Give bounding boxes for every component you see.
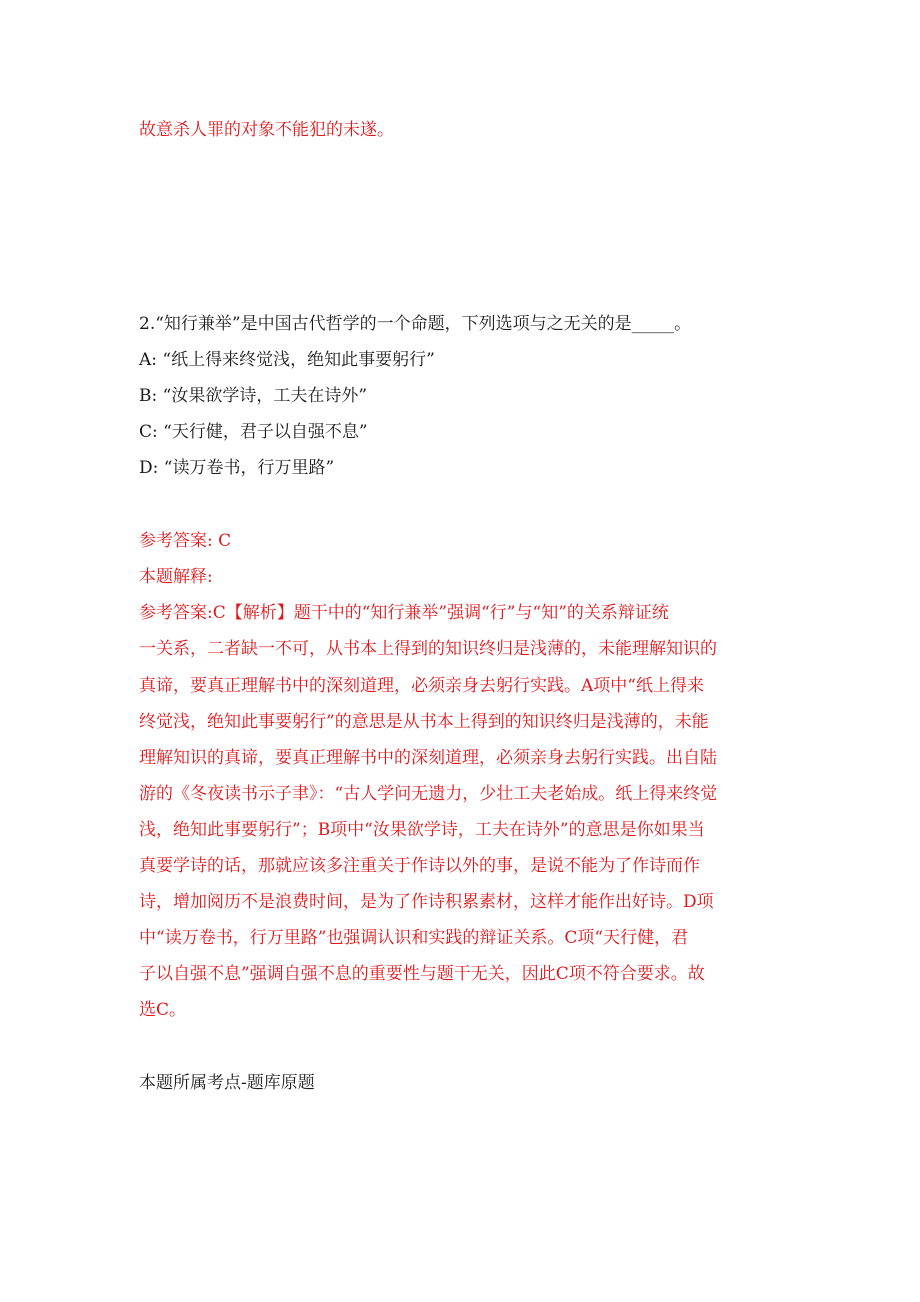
explanation-line: 诗，增加阅历不是浪费时间，是为了作诗积累素材，这样才能作出好诗。D项 <box>139 892 714 912</box>
topic-label: 本题所属考点-题库原题 <box>139 1073 315 1093</box>
previous-answer-tail: 故意杀人罪的对象不能犯的未遂。 <box>139 120 394 140</box>
explanation-line: 子以自强不息”强调自强不息的重要性与题干无关，因此C项不符合要求。故 <box>139 964 705 984</box>
explanation-line: 理解知识的真谛，要真正理解书中的深刻道理，必须亲身去躬行实践。出自陆 <box>139 748 717 768</box>
option-a: A: “纸上得来终觉浅，绝知此事要躬行” <box>139 350 435 370</box>
reference-answer: 参考答案: C <box>139 531 232 551</box>
explanation-line: 选C。 <box>139 1000 187 1020</box>
explanation-line: 游的《冬夜读书示子聿》：“古人学问无遗力，少壮工夫老始成。纸上得来终觉 <box>139 784 718 804</box>
explanation-line: 真要学诗的话，那就应该多注重关于作诗以外的事，是说不能为了作诗而作 <box>139 856 700 876</box>
option-c: C: “天行健，君子以自强不息” <box>139 422 368 442</box>
explanation-line: 终觉浅，绝知此事要躬行”的意思是从书本上得到的知识终归是浅薄的，未能 <box>139 712 709 732</box>
option-d: D: “读万卷书，行万里路” <box>139 458 335 478</box>
explanation-line: 参考答案:C【解析】题干中的“知行兼举”强调“行”与“知”的关系辩证统 <box>139 603 669 623</box>
explanation-line: 中“读万卷书，行万里路”也强调认识和实践的辩证关系。C项“天行健，君 <box>139 928 689 948</box>
question-stem: 2.“知行兼举”是中国古代哲学的一个命题，下列选项与之无关的是_____。 <box>139 314 692 334</box>
explanation-line: 一关系，二者缺一不可，从书本上得到的知识终归是浅薄的，未能理解知识的 <box>139 639 717 659</box>
option-b: B: “汝果欲学诗，工夫在诗外” <box>139 386 368 406</box>
explanation-line: 浅，绝知此事要躬行”；B项中“汝果欲学诗，工夫在诗外”的意思是你如果当 <box>139 820 705 840</box>
explanation-line: 真谛，要真正理解书中的深刻道理，必须亲身去躬行实践。A项中“纸上得来 <box>139 676 704 696</box>
explanation-heading: 本题解释: <box>139 567 213 587</box>
